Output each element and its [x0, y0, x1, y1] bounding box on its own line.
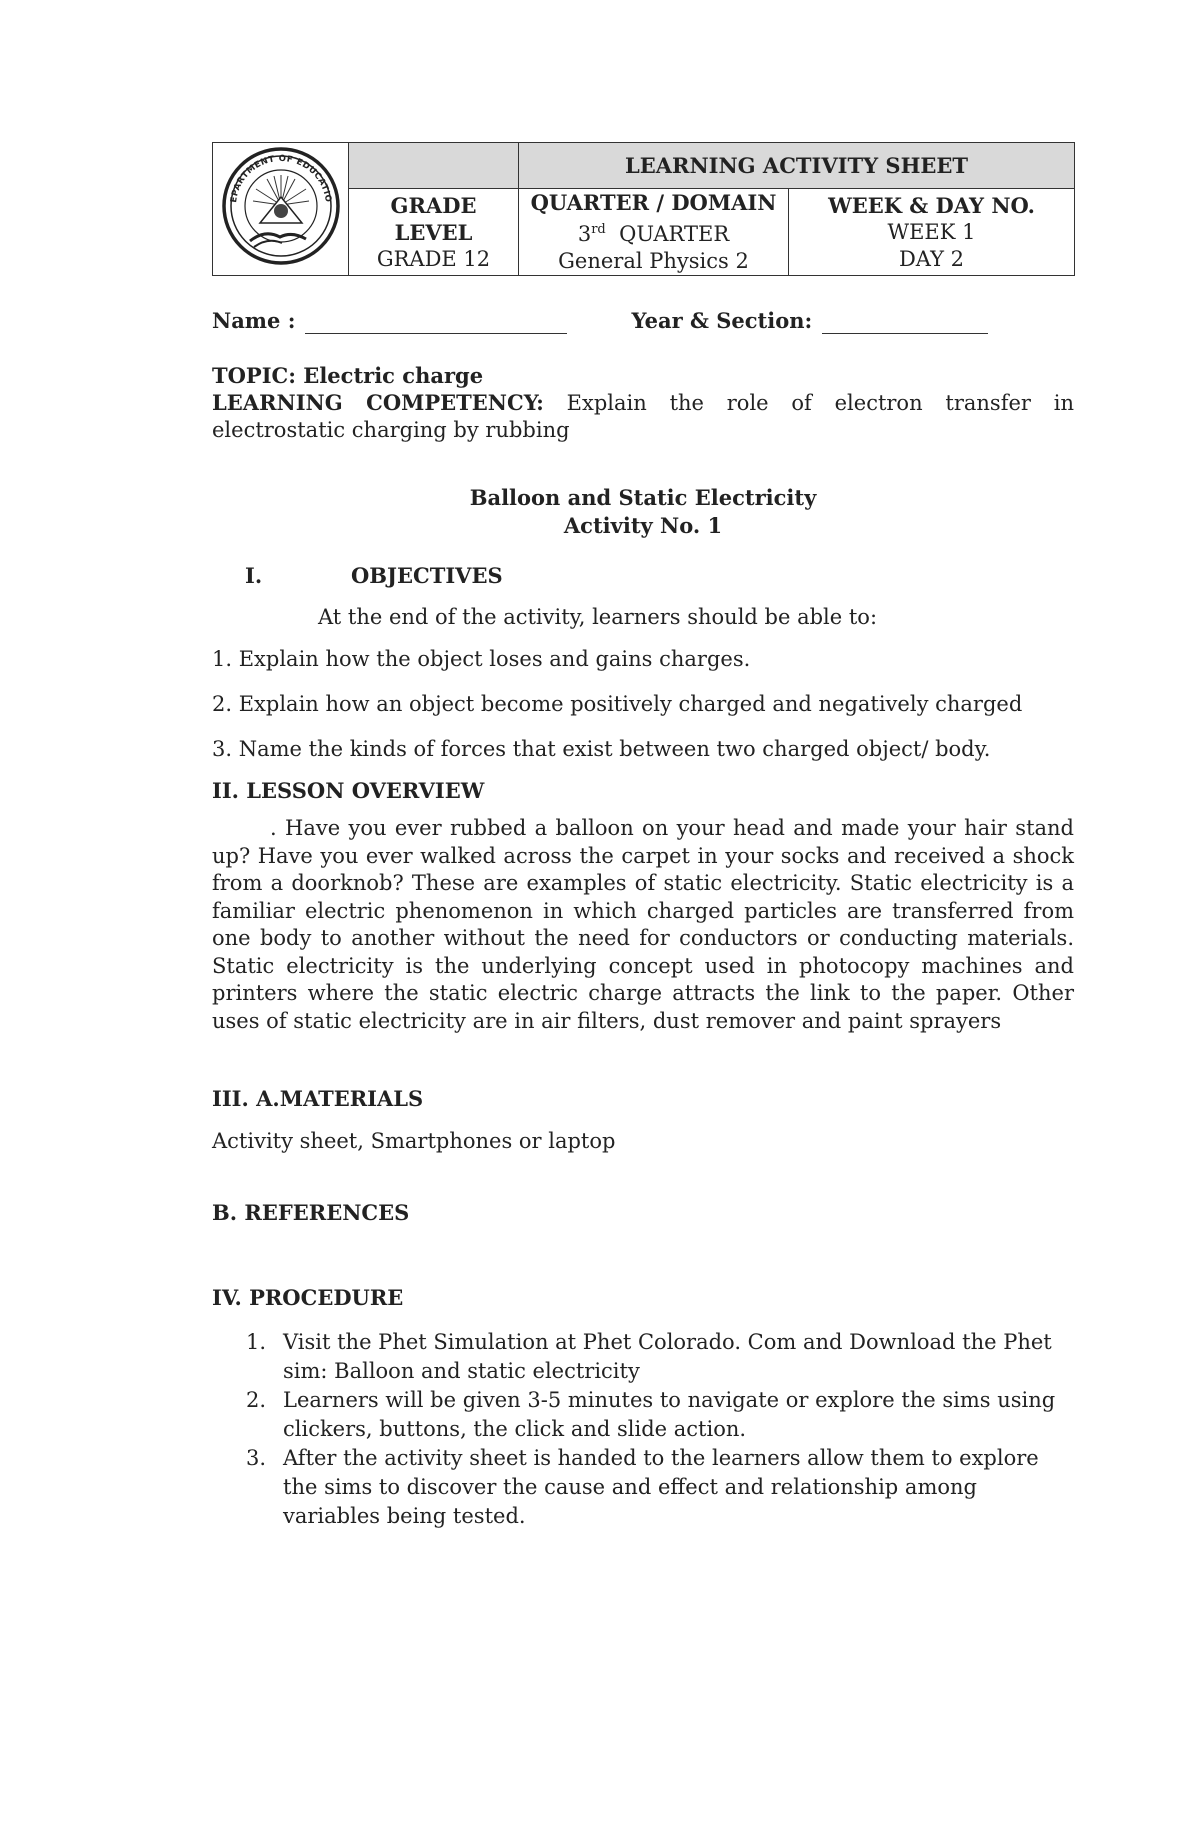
- objectives-heading: I. OBJECTIVES: [245, 563, 503, 588]
- week-day-cell: [789, 189, 1075, 276]
- sheet-title: LEARNING ACTIVITY SHEET: [519, 143, 1075, 189]
- domain-value: General Physics 2: [558, 249, 749, 273]
- references-heading: B. REFERENCES: [212, 1200, 410, 1225]
- quarter-value: 3rd QUARTER: [577, 222, 730, 246]
- header-table: [212, 142, 1075, 276]
- objective-item: 3. Name the kinds of forces that exist between two charged object/ body.: [212, 737, 991, 761]
- grade-level-label-1: GRADE: [390, 192, 477, 218]
- name-label: Name :: [212, 308, 296, 333]
- grade-level-label-2: LEVEL: [394, 219, 473, 245]
- objective-item: 2. Explain how an object become positively charged and negatively charged: [212, 692, 1023, 716]
- procedure-step: 2. Learners will be given 3-5 minutes to navigate or explore the sims using clickers, buttons, the click and slide action.: [246, 1388, 1056, 1441]
- week-day-label: WEEK & DAY NO.: [828, 192, 1035, 218]
- lesson-overview-heading: II. LESSON OVERVIEW: [212, 778, 485, 803]
- activity-number: Activity No. 1: [563, 513, 723, 538]
- week-value: WEEK 1: [887, 219, 976, 244]
- objective-item: 1. Explain how the object loses and gains charges.: [212, 647, 751, 671]
- procedure-list: [212, 1328, 1074, 1531]
- procedure-step: 1. Visit the Phet Simulation at Phet Colorado. Com and Download the Phet sim: Balloon and static electricity: [246, 1330, 1052, 1383]
- quarter-domain-label: QUARTER / DOMAIN: [530, 190, 777, 215]
- year-section-label: Year & Section:: [631, 308, 813, 333]
- activity-title: Balloon and Static Electricity: [469, 485, 817, 510]
- year-section-field[interactable]: [822, 313, 988, 334]
- grade-level-cell: [349, 189, 519, 276]
- topic-label: TOPIC: Electric charge: [212, 363, 484, 388]
- grade-level-value: GRADE 12: [376, 246, 491, 271]
- procedure-step: 3. After the activity sheet is handed to the learners allow them to explore the sims to discover the cause and effect and relationship among variables being tested.: [246, 1446, 1039, 1528]
- learning-competency: LEARNING COMPETENCY: Explain the role of electron transfer in electrostatic charging by rubbing: [212, 390, 1074, 442]
- objectives-intro: At the end of the activity, learners should be able to:: [318, 605, 878, 629]
- name-field[interactable]: [305, 313, 567, 334]
- day-value: DAY 2: [898, 246, 965, 271]
- svg-text:DEPARTMENT OF EDUCATION: EPARTMENT OF EDUCATIO: [228, 153, 333, 203]
- activity-title-block: [212, 484, 1074, 540]
- quarter-domain-cell: [519, 189, 789, 276]
- materials-text: Activity sheet, Smartphones or laptop: [212, 1129, 616, 1153]
- activity-sheet: [212, 142, 1074, 1531]
- materials-heading: III. A.MATERIALS: [212, 1086, 424, 1111]
- deped-logo-cell: [213, 143, 349, 276]
- procedure-heading: IV. PROCEDURE: [212, 1285, 404, 1310]
- student-info-row: [212, 308, 1074, 334]
- lesson-overview-text: . Have you ever rubbed a balloon on your head and made your hair stand up? Have you ever walked across the carpet in your socks and received a shock from a doorknob? These are examples of static electricity. Static electricity is a familiar electric phenomenon in which charged particles are transferred from one body to another without the need for conductors or conducting materials. Static electricity is the underlying concept used in photocopy machines and printers where the static electric charge attracts the link to the paper. Other uses of static electricity are in air filters, dust remover and paint sprayers: [212, 816, 1074, 1033]
- deped-seal-icon: [220, 145, 342, 267]
